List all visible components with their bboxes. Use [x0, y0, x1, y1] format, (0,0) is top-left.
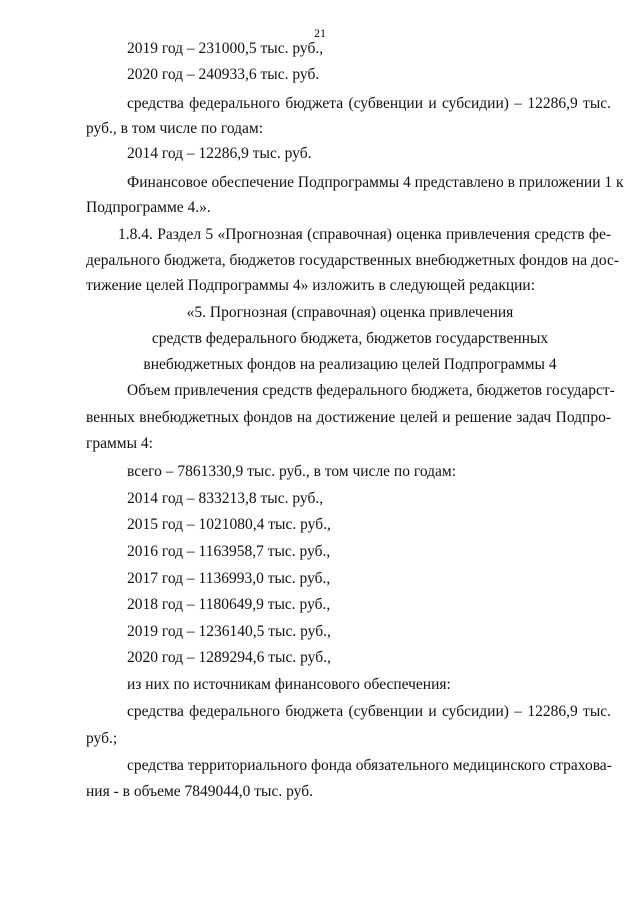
fed-budget-b-line-1: средства федерального бюджета (субвенции и субсидии) – 12286,9 тыс. [127, 703, 611, 720]
volume-line-2: венных внебюджетных фондов на достижение целей и решение задач Подпро- [86, 409, 611, 426]
terr-fund-line-1: средства территориального фонда обязательного медицинского страхова- [127, 757, 612, 774]
line-2014: 2014 год – 833213,8 тыс. руб., [127, 490, 324, 507]
volume-line-3: граммы 4: [86, 435, 153, 452]
line-2016: 2016 год – 1163958,7 тыс. руб., [127, 543, 331, 560]
page-number: 21 [314, 26, 326, 40]
fin-support-line-1: Финансовое обеспечение Подпрограммы 4 представлено в приложении 1 к [127, 174, 624, 191]
heading-line-2: средств федерального бюджета, бюджетов государственных [151, 330, 549, 347]
sources-line: из них по источникам финансового обеспечения: [127, 676, 451, 693]
line-2018: 2018 год – 1180649,9 тыс. руб., [127, 596, 331, 613]
fed-budget-a-line-1: средства федерального бюджета (субвенции и субсидии) – 12286,9 тыс. [127, 95, 611, 112]
total-line: всего – 7861330,9 тыс. руб., в том числе по годам: [127, 463, 457, 480]
section-line-3: тижение целей Подпрограммы 4» изложить в следующей редакции: [86, 277, 536, 294]
heading-line-1: «5. Прогнозная (справочная) оценка привлечения [186, 304, 514, 321]
terr-fund-line-2: ния - в объеме 7849044,0 тыс. руб. [86, 783, 313, 800]
fed-budget-b-line-2: руб.; [86, 730, 118, 747]
line-2019: 2019 год – 1236140,5 тыс. руб., [127, 623, 331, 640]
line-2017: 2017 год – 1136993,0 тыс. руб., [127, 570, 331, 587]
line-2015: 2015 год – 1021080,4 тыс. руб., [127, 516, 331, 533]
fin-support-line-2: Подпрограмме 4.». [86, 199, 211, 216]
heading-line-3: внебюджетных фондов на реализацию целей Подпрограммы 4 [143, 356, 557, 373]
section-line-2: дерального бюджета, бюджетов государственных внебюджетных фондов на дос- [86, 252, 620, 269]
line-2020: 2020 год – 1289294,6 тыс. руб., [127, 649, 331, 666]
volume-line-1: Объем привлечения средств федерального бюджета, бюджетов государст- [127, 382, 615, 399]
line-2019-a: 2019 год – 231000,5 тыс. руб., [127, 40, 324, 57]
line-2020-a: 2020 год – 240933,6 тыс. руб. [127, 66, 320, 83]
section-line-1: 1.8.4. Раздел 5 «Прогнозная (справочная) оценка привлечения средств фе- [118, 226, 611, 243]
line-2014-a: 2014 год – 12286,9 тыс. руб. [127, 145, 312, 162]
fed-budget-a-line-2: руб., в том числе по годам: [86, 120, 264, 137]
